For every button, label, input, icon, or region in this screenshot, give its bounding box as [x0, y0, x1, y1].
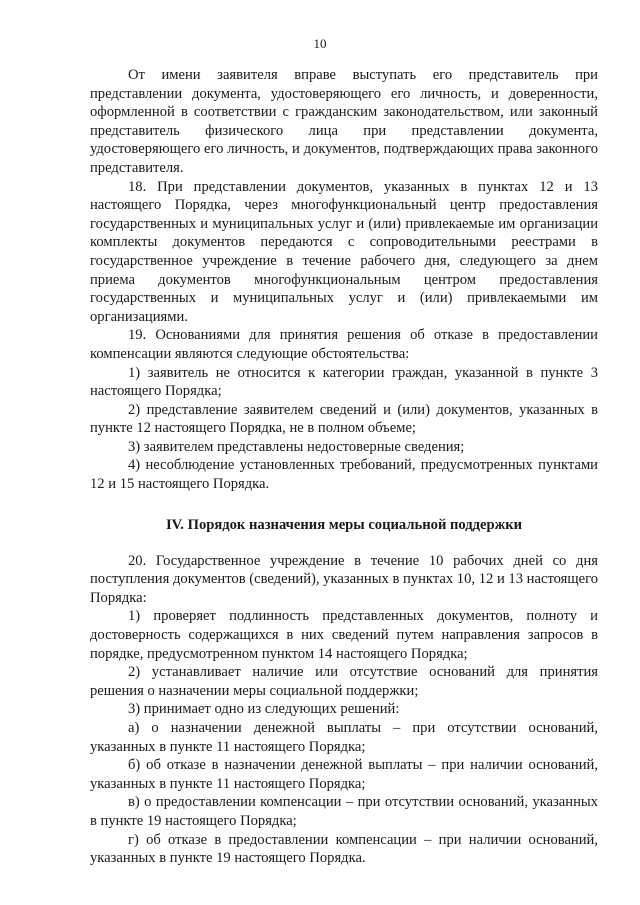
list-item: 2) устанавливает наличие или отсутствие оснований для принятия решения о назначении меры социальной поддержки; [90, 664, 598, 699]
list-item: 3) заявителем представлены недостоверные сведения; [128, 438, 465, 455]
section-number: IV. [165, 516, 184, 533]
paragraph: 20. Государственное учреждение в течение 10 рабочих дней со дня поступления документов (сведений), указанных в пунктах 10, 12 и 13 настоящего Порядка: [90, 552, 598, 606]
list-item: г) об отказе в предоставлении компенсации – при наличии оснований, указанных в пункте 19 настоящего Порядка. [90, 831, 598, 867]
list-item: в) о предоставлении компенсации – при отсутствии оснований, указанных в пункте 19 настоящего Порядка; [90, 794, 598, 829]
list-item: б) об отказе в назначении денежной выплаты – при наличии оснований, указанных в пункте 11 настоящего Порядка; [90, 757, 598, 792]
paragraph: От имени заявителя вправе выступать его представитель при представлении документа, удостоверяющего его личность, и доверенности, оформленной в соответствии с гражданским законодательством, или законный представитель физического лица при представлении документа, удостоверяющего его личность, и документов, подтверждающих права законного представителя. [90, 67, 598, 176]
section-heading [90, 516, 598, 534]
list-item: 3) принимает одно из следующих решений: [128, 701, 400, 718]
list-item: 2) представление заявителем сведений и (или) документов, указанных в пункте 12 настоящего Порядка, не в полном объеме; [90, 401, 598, 437]
list-item: а) о назначении денежной выплаты – при отсутствии оснований, указанных в пункте 11 настоящего Порядка; [90, 720, 598, 755]
paragraph: 19. Основаниями для принятия решения об отказе в предоставлении компенсации являются следующие обстоятельства: [90, 327, 598, 362]
list-item: 1) проверяет подлинность представленных документов, полноту и достоверность содержащихся в них сведений путем направления запросов в порядке, предусмотренном пунктом 14 настоящего Порядка; [90, 608, 598, 662]
document-body [90, 66, 598, 868]
page-number: 10 [313, 36, 327, 51]
paragraph: 18. При представлении документов, указанных в пунктах 12 и 13 настоящего Порядка, через многофункциональный центр предоставления государственных и муниципальных услуг и (или) привлекаемые им организации комплекты документов передаются с сопроводительными реестрами в государственное учреждение в течение рабочего дня, следующего за днем приема документов многофункциональным центром предоставления государственных и муниципальных услуг и (или) привлекаемыми им организациями. [90, 178, 598, 325]
list-item: 4) несоблюдение установленных требований, предусмотренных пунктами 12 и 15 настоящего Порядка. [90, 457, 598, 493]
section-title: Порядок назначения меры социальной поддержки [187, 516, 523, 533]
list-item: 1) заявитель не относится к категории граждан, указанной в пункте 3 настоящего Порядка; [90, 364, 598, 400]
